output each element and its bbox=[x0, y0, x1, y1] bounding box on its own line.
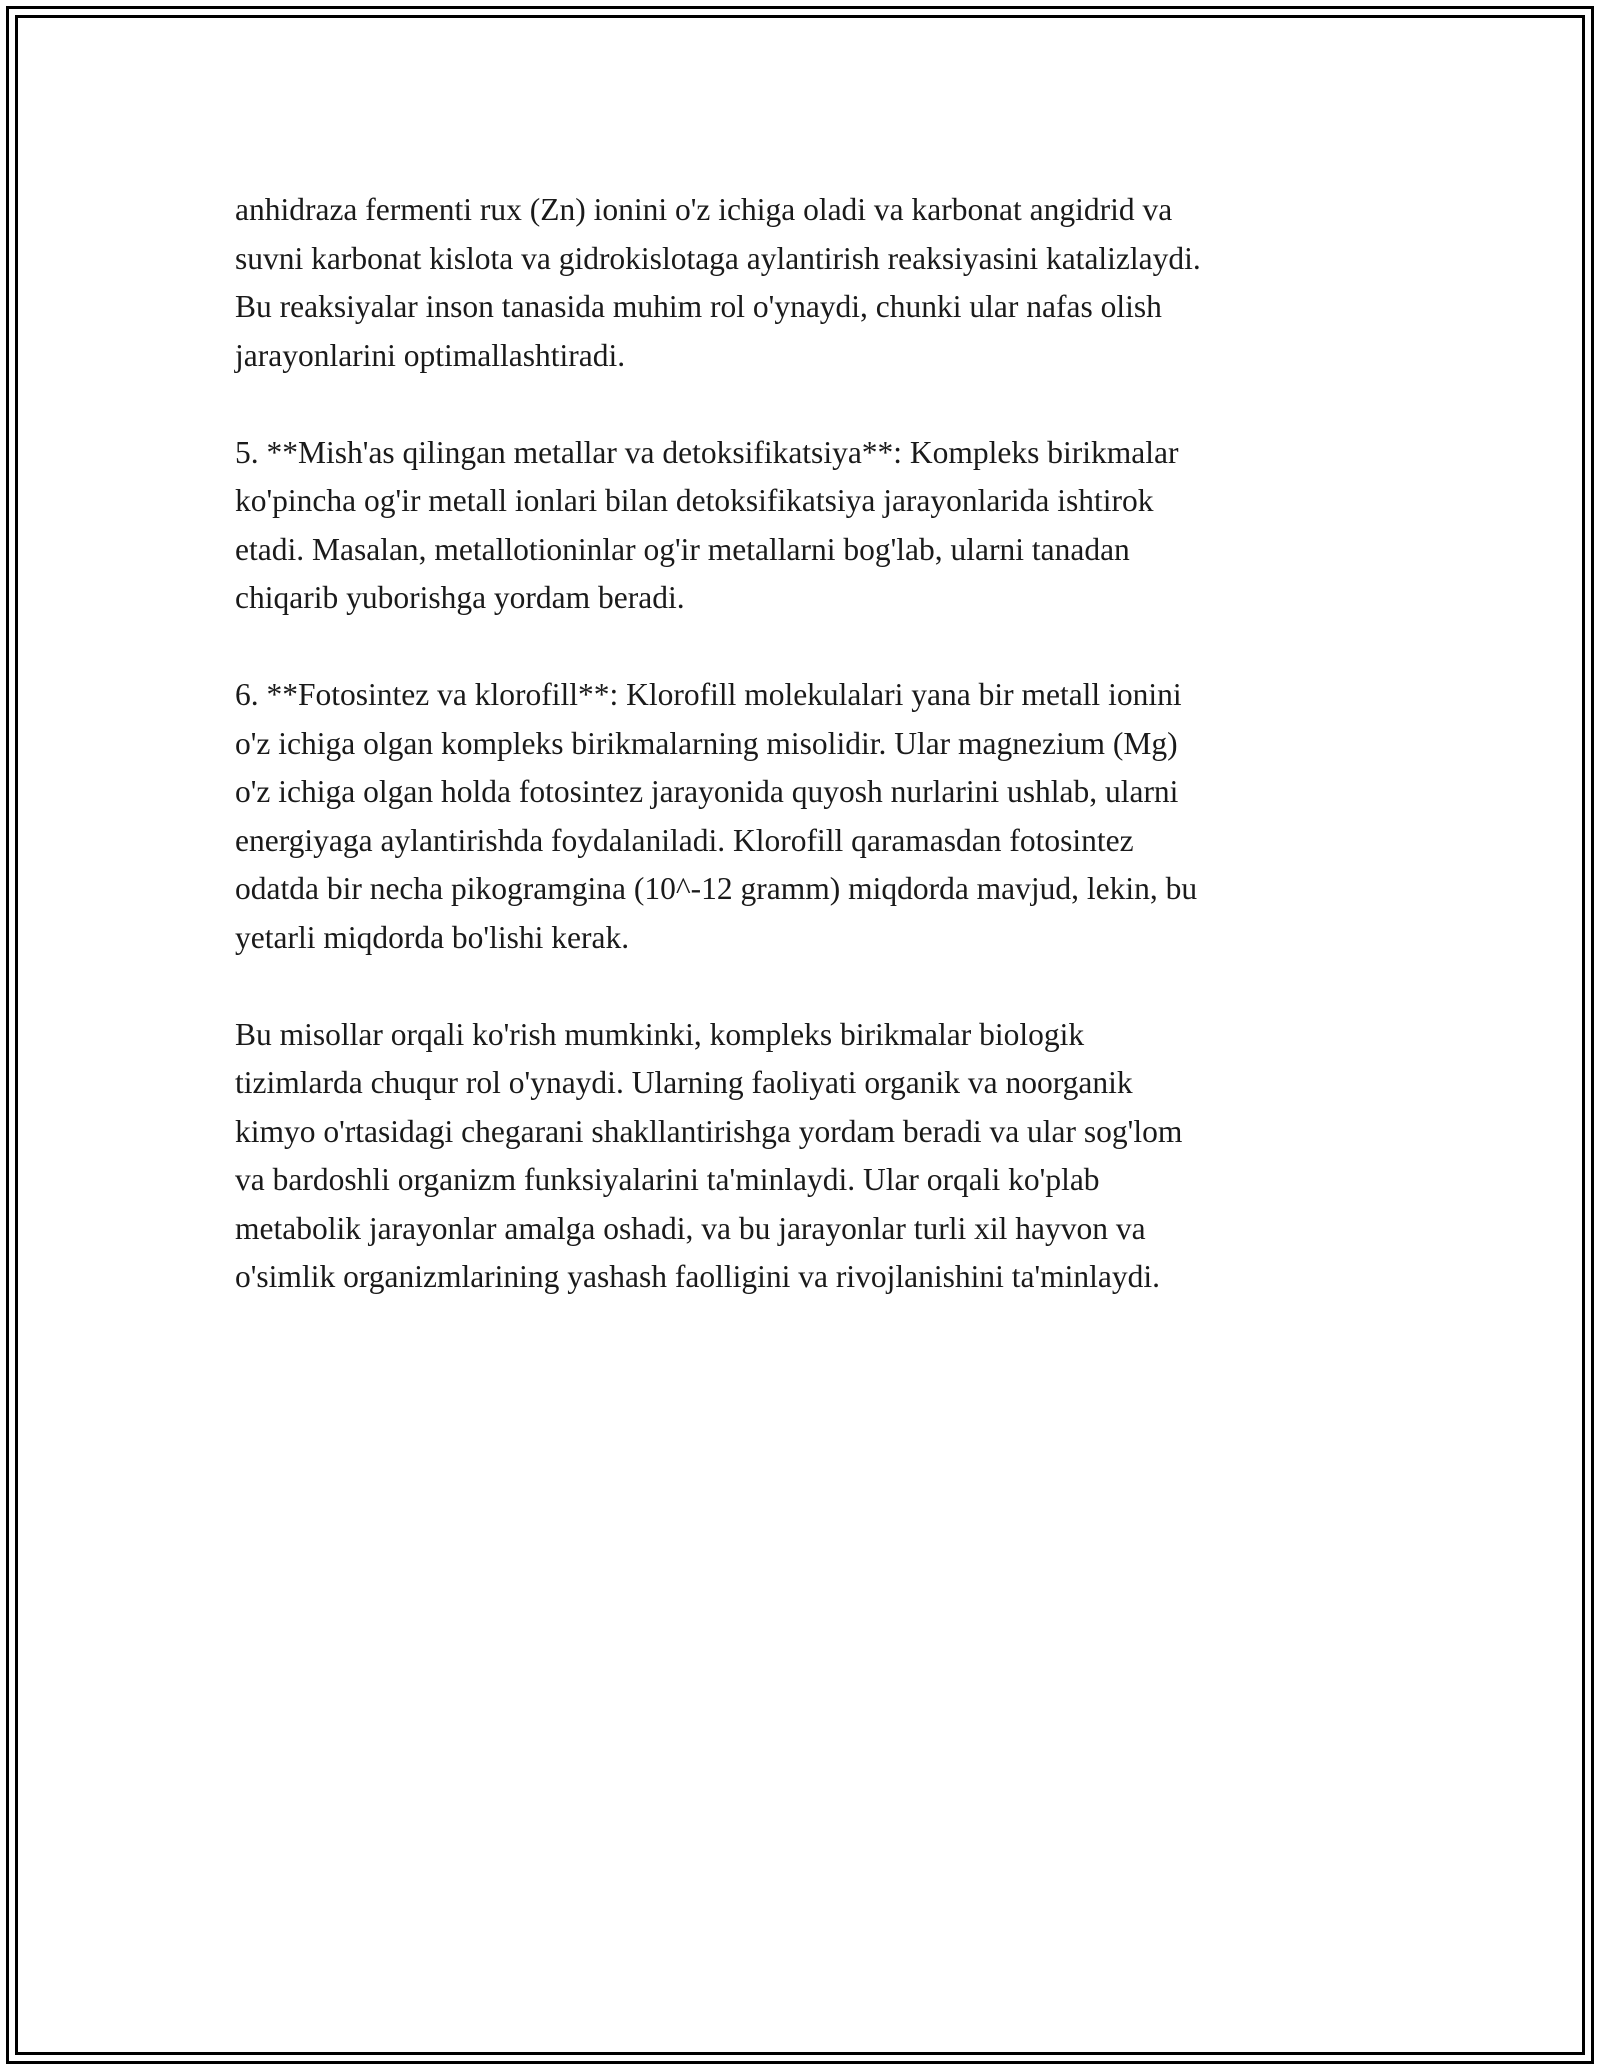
text-line: metabolik jarayonlar amalga oshadi, va bu jarayonlar turli xil hayvon va bbox=[235, 1210, 1146, 1246]
text-line: kimyo o'rtasidagi chegarani shakllantirishga yordam beradi va ular sog'lom bbox=[235, 1113, 1183, 1149]
text-line: suvni karbonat kislota va gidrokislotaga aylantirish reaksiyasini katalizlaydi. bbox=[235, 240, 1201, 276]
text-line: Bu reaksiyalar inson tanasida muhim rol o'ynaydi, chunki ular nafas olish bbox=[235, 289, 1162, 324]
text-line: o'simlik organizmlarining yashash faolligini va rivojlanishini ta'minlaydi. bbox=[235, 1259, 1161, 1294]
text-line: jarayonlarini optimallashtiradi. bbox=[235, 337, 626, 373]
text-line: yetarli miqdorda bo'lishi kerak. bbox=[235, 919, 630, 955]
text-line: etadi. Masalan, metallotioninlar og'ir metallarni bog'lab, ularni tanadan bbox=[235, 531, 1130, 567]
paragraph-gap bbox=[235, 380, 1385, 429]
text-line: Bu misollar orqali ko'rish mumkinki, kompleks birikmalar biologik bbox=[235, 1016, 1085, 1052]
text-line: chiqarib yuborishga yordam beradi. bbox=[235, 580, 685, 615]
paragraph-detoxification bbox=[235, 429, 1385, 623]
paragraph-photosynthesis bbox=[235, 671, 1385, 962]
text-line: 6. **Fotosintez va klorofill**: Klorofill molekulalari yana bir metall ionini bbox=[235, 677, 1182, 712]
paragraph-gap bbox=[235, 962, 1385, 1011]
text-line: 5. **Mish'as qilingan metallar va detoksifikatsiya**: Kompleks birikmalar bbox=[235, 434, 1179, 470]
text-line: va bardoshli organizm funksiyalarini ta'minlaydi. Ular orqali ko'plab bbox=[235, 1162, 1100, 1197]
text-line: odatda bir necha pikogramgina (10^-12 gramm) miqdorda mavjud, lekin, bu bbox=[235, 871, 1198, 906]
text-line: anhidraza fermenti rux (Zn) ionini o'z ichiga oladi va karbonat angidrid va bbox=[235, 192, 1173, 227]
text-line: ko'pincha og'ir metall ionlari bilan detoksifikatsiya jarayonlarida ishtirok bbox=[235, 483, 1154, 518]
text-line: o'z ichiga olgan kompleks birikmalarning misolidir. Ular magnezium (Mg) bbox=[235, 725, 1178, 761]
paragraph-conclusion bbox=[235, 1011, 1385, 1302]
text-line: energiyaga aylantirishda foydalaniladi. Klorofill qaramasdan fotosintez bbox=[235, 822, 1134, 858]
paragraph-zinc-enzyme bbox=[235, 186, 1385, 380]
document-body bbox=[235, 186, 1385, 1302]
text-line: o'z ichiga olgan holda fotosintez jarayonida quyosh nurlarini ushlab, ularni bbox=[235, 774, 1179, 809]
text-line: tizimlarda chuqur rol o'ynaydi. Ularning faoliyati organik va noorganik bbox=[235, 1065, 1133, 1100]
paragraph-gap bbox=[235, 623, 1385, 672]
